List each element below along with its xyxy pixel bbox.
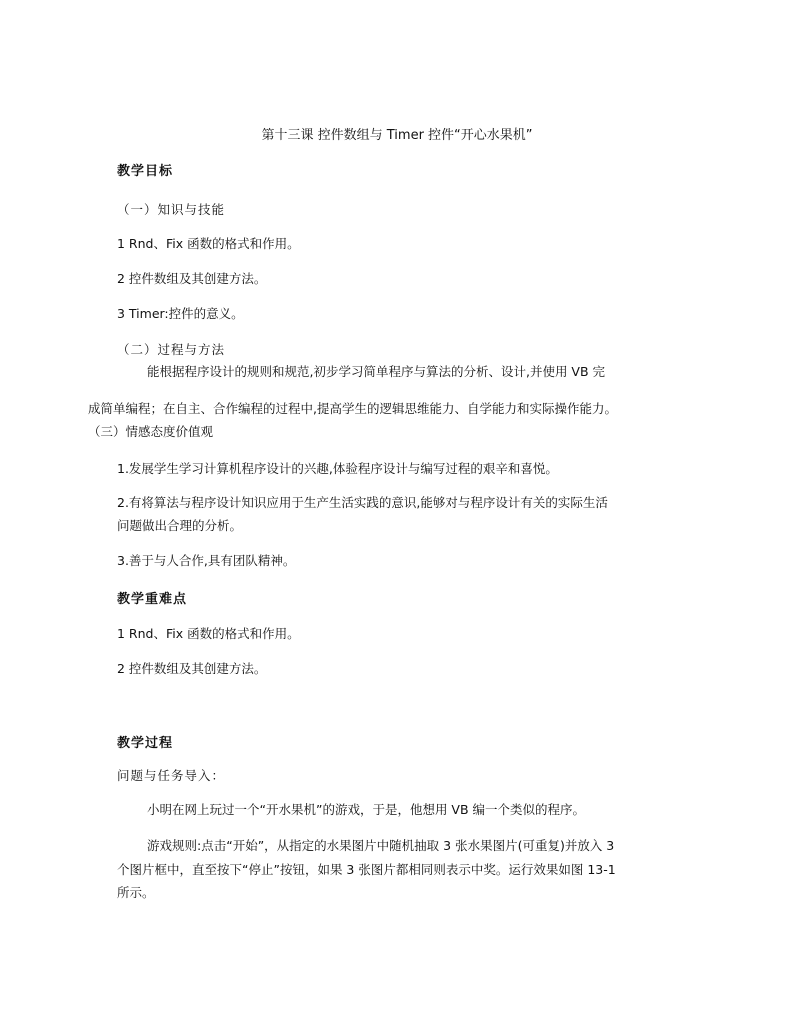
attitudes-values-subheading: （三）情感态度价值观: [88, 424, 214, 439]
game-rules-line-1: 游戏规则:点击“开始”，从指定的水果图片中随机抽取 3 张水果图片(可重复)并放入 3: [147, 838, 615, 853]
teaching-objectives-heading: 教学目标: [117, 164, 174, 179]
game-rules-line-3: 所示。: [117, 885, 155, 900]
value-item-3: 3.善于与人合作,具有团队精神。: [117, 553, 296, 568]
objective-item-1: 1 Rnd、Fix 函数的格式和作用。: [117, 236, 300, 251]
objective-item-2: 2 控件数组及其创建方法。: [117, 271, 267, 286]
key-difficult-points-heading: 教学重难点: [117, 592, 188, 607]
process-paragraph-line-2: 成简单编程；在自主、合作编程的过程中,提高学生的逻辑思维能力、自学能力和实际操作能力。: [88, 401, 617, 416]
knowledge-skills-subheading: （一）知识与技能: [117, 202, 226, 217]
lesson-title: 第十三课 控件数组与 Timer 控件“开心水果机”: [261, 128, 533, 143]
teaching-process-heading: 教学过程: [117, 736, 174, 751]
process-paragraph-line-1: 能根据程序设计的规则和规范,初步学习简单程序与算法的分析、设计,并使用 VB 完: [147, 364, 606, 379]
key-point-item-2: 2 控件数组及其创建方法。: [117, 661, 267, 676]
task-intro-subheading: 问题与任务导入：: [117, 768, 226, 783]
key-point-item-1: 1 Rnd、Fix 函数的格式和作用。: [117, 626, 300, 641]
intro-paragraph: 小明在网上玩过一个“开水果机”的游戏，于是，他想用 VB 编一个类似的程序。: [147, 802, 586, 817]
process-methods-subheading: （二）过程与方法: [117, 342, 226, 357]
objective-item-3: 3 Timer:控件的意义。: [117, 306, 244, 321]
game-rules-line-2: 个图片框中，直至按下“停止”按钮，如果 3 张图片都相同则表示中奖。运行效果如图 13-1: [117, 862, 616, 877]
value-item-2-line-1: 2.有将算法与程序设计知识应用于生产生活实践的意识,能够对与程序设计有关的实际生活: [117, 495, 608, 510]
value-item-1: 1.发展学生学习计算机程序设计的兴趣,体验程序设计与编写过程的艰辛和喜悦。: [117, 461, 558, 476]
value-item-2-line-2: 问题做出合理的分析。: [117, 518, 243, 533]
